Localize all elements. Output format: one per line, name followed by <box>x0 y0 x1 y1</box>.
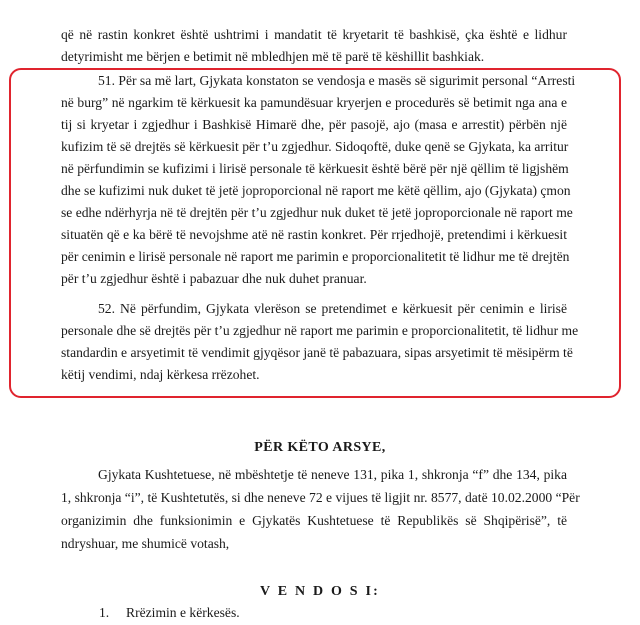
reasons-line-1: Gjykata Kushtetuese, në mbështetje të neneve 131, pika 1, shkronja “f” dhe 134, pika <box>98 467 567 482</box>
decides-heading: V E N D O S I: <box>259 584 380 599</box>
paragraph-51-line-7: se edhe ndërhyrja në të drejtën për t’u zgjedhur nuk duket të jetë joproporcionale në raport me <box>61 205 573 220</box>
reasons-line-4: ndryshuar, me shumicë votash, <box>61 536 230 551</box>
reasons-line-2: 1, shkronja “i”, të Kushtetutës, si dhe neneve 72 e vijues të ligjit nr. 8577, datë 10.02.2000 “Për <box>61 490 580 505</box>
paragraph-51-line-6: dhe se kufizimi nuk duket të jetë joproporcional në raport me këtë qëllim, ajo (Gjykata) çmon <box>61 183 571 198</box>
decision-item <box>99 604 240 622</box>
paragraph-51-line-8: situatën që e ka bërë të nevojshme atë në rastin konkret. Për rrjedhojë, pretendimi i kërkuesit <box>61 227 567 242</box>
paragraph-51-line-9: për cenimin e lirisë personale në raport me parimin e proporcionalitetit të lidhur me të drejtën <box>61 249 570 264</box>
paragraph-51-line-2: në burg” në ngarkim të kërkuesit ka pamundësuar kryerjen e procedurës së betimit nga ana e <box>61 95 567 110</box>
paragraph-52-line-1: 52. Në përfundim, Gjykata vlerëson se pretendimet e kërkuesit për cenimin e lirisë <box>98 301 567 316</box>
decision-item-number: 1. <box>99 605 110 620</box>
paragraph-52-line-4: këtij vendimi, ndaj kërkesa rrëzohet. <box>61 367 260 382</box>
top-paragraph-line-2: detyrimisht me bërjen e betimit në mbledhjen më të parë të këshillit bashkiak. <box>61 49 485 64</box>
paragraph-52-line-2: personale dhe së drejtës për t’u zgjedhur në raport me parimin e proporcionalitetit, të lidhur me <box>61 323 579 338</box>
top-paragraph-line-1: që në rastin konkret është ushtrimi i mandatit të kryetarit të bashkisë, çka është e lidhur <box>61 27 567 42</box>
decision-item-text: Rrëzimin e kërkesës. <box>126 605 240 620</box>
paragraph-51-line-4: kufizim të së drejtës së kërkuesit për t’u zgjedhur. Sidoqoftë, duke qenë se Gjykata, ka arritur <box>61 139 569 154</box>
paragraph-51-line-1: 51. Për sa më lart, Gjykata konstaton se vendosja e masës së sigurimit personal “Arresti <box>98 73 576 88</box>
reasons-heading: PËR KËTO ARSYE, <box>254 440 386 455</box>
paragraph-51-line-3: tij si kryetar i zgjedhur i Bashkisë Himarë dhe, për pasojë, ajo (masa e arrestit) përbën një <box>61 117 567 132</box>
paragraph-51-line-10: për t’u zgjedhur është i pabazuar dhe nuk duhet pranuar. <box>61 271 367 286</box>
paragraph-52-line-3: standardin e arsyetimit të vendimit gjyqësor janë të pabazuara, sipas arsyetimit të mësipërm të <box>61 345 573 360</box>
reasons-line-3: organizimin dhe funksionimin e Gjykatës Kushtetuese të Republikës së Shqipërisë”, të <box>61 513 567 528</box>
paragraph-51-line-5: në përfundimin se kufizimi i lirisë personale të kërkuesit është bërë për një qëllim të ligjshëm <box>61 161 569 176</box>
